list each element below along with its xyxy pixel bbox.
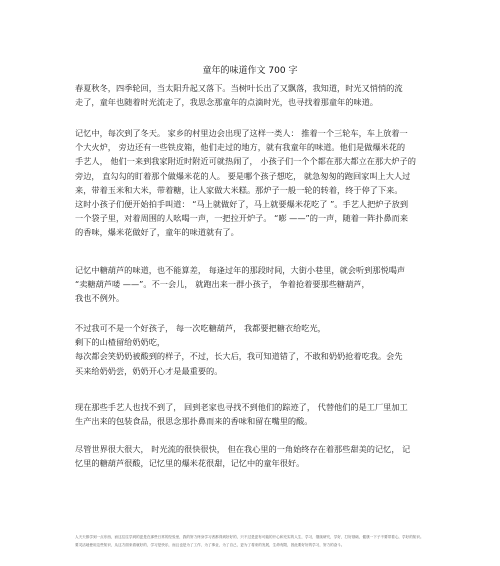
paragraph-3 [75, 263, 435, 306]
text-line: 我也不例外。 [75, 293, 125, 304]
text-line: “卖糖葫芦喽 ——”。不一会儿， 就跑出来一群小孩子， 争着抢着要那些糖葫芦， [75, 279, 370, 290]
text-line: 旁边， 直勾勾的盯着那个做爆米花的人。 要是哪个孩子想吃， 就急匆匆的跑回家叫上大人过 [75, 170, 411, 181]
footer-note [75, 533, 435, 549]
text-line: 现在那些手艺人也找不到了， 回到老家也寻找不到他们的踪迹了， 代替他们的是工厂里加工 [75, 402, 408, 412]
text-line: 生产出来的包装食品，很思念那扑鼻而来的香味和留在嘴里的酸。 [75, 416, 313, 427]
text-line: 记忆中，每次到了冬天。 家乡的村里边会出现了这样一类人： 推着一个三轮车，车上放着一 [75, 128, 408, 138]
text-line: 每次都会笑奶奶被酸到的样子，不过，长大后，我可知道错了，不敢和奶奶抢着吃我。会先 [75, 351, 403, 362]
text-line: 尽管世界很大很大， 时光流的很快很快， 但在我心里的一角始终存在着那些甜美的记忆， 记 [75, 444, 411, 454]
text-line: 忆里的糖葫芦很酸，记忆里的爆米花很甜，记忆中的童年很好。 [75, 458, 305, 469]
paragraph-2 [75, 126, 435, 240]
paragraph-5 [75, 400, 435, 428]
paragraph-6 [75, 442, 435, 470]
text-line: 不过我可不是一个好孩子， 每一次吃糖葫芦， 我都要把糖衣给吃光， [75, 323, 326, 333]
text-line: 买来给奶奶尝，奶奶开心才是最重要的。 [75, 365, 223, 376]
text-line: 这时小孩子们便开始拍手叫道： “马上就做好了，马上就要爆米花吃了 ”。手艺人把炉子放到 [75, 199, 409, 210]
text-line: 春夏秋冬，四季轮回，当太阳升起又落下。当树叶长出了又飘落，我知道，时光又悄悄的流 [75, 83, 403, 93]
text-line: 走了，童年也随着时光流走了，我思念那童年的点滴时光，也寻找着那童年的味道。 [75, 97, 378, 108]
document-title: 童年的味道作文 700 字 [202, 66, 298, 76]
paragraph-1 [75, 81, 435, 109]
text-line: 记忆中糖葫芦的味道，也不能算差， 每逢过年的那段时间，大街小巷里，就会听到那悦喝声 [75, 265, 406, 275]
footer-line: 要灵活地使用这些知识，从这方面来看就好的，学习是快乐，而且也是为了工作，为了事业，为了自己，更为了将来的发展，生命有限，因此要好好的学习，努力的奋斗。 [75, 543, 345, 547]
text-line: 剩下的山楂留给奶奶吃， [75, 337, 166, 348]
text-line: 来，带着玉米和大米，带着糖，让人家做大米糕。那炉子一般一轮的转着，终于停了下来。 [75, 184, 403, 195]
text-line: 手艺人， 他们一来到我家附近时附近可就热闹了， 小孩子们一个个都在那大都立在那大炉子的 [75, 156, 416, 167]
text-line: 个大火炉， 旁边还有一些铁皮箱，他们走过的地方，就有我童年的味道。他们是做爆米花的 [75, 142, 406, 153]
paragraph-4 [75, 321, 435, 378]
text-line: 的香味，爆米花做好了，童年的味道就有了。 [75, 227, 239, 238]
footer-line: 人天天都学到一点东西，而这往往学到的更是在那些日常的经验里，我的努力终身学习者都得到好好的，只不过是更有可能的开心和充实的人生，学习，继续研究，学好，打好基础，健康一下子不要带着心，学好的知识。 [75, 535, 424, 539]
text-line: 一个袋子里，对着周围的人吆喝一声，一把拉开炉子。 “嘭 ——”的一声，随着一阵扑鼻而来 [75, 213, 409, 224]
